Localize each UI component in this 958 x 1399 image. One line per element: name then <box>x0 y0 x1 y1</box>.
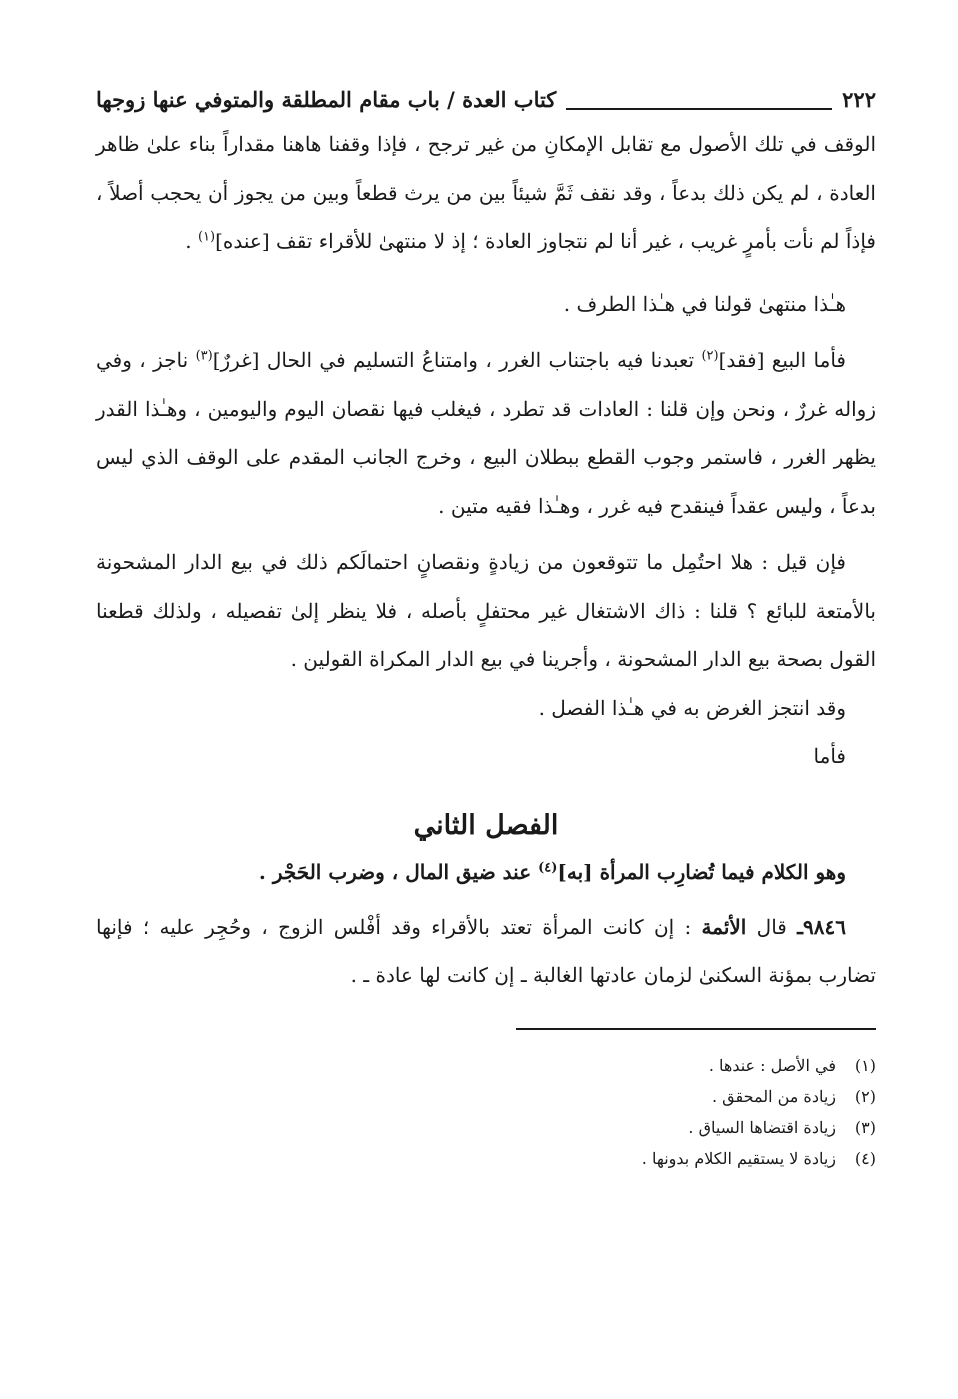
page-header <box>96 80 876 120</box>
footnote-ref-2: (٢) <box>701 348 719 364</box>
chapter-subtitle-text-b: عند ضيق المال ، وضرب الحَجْر . <box>258 859 539 884</box>
chapter-title: الفصل الثاني <box>413 809 559 841</box>
entry-number: ٩٨٤٦ـ <box>797 914 846 939</box>
footnote-ref-1: (١) <box>197 229 216 245</box>
footnote-ref-3: (٣) <box>195 348 213 364</box>
paragraph-2: هـٰذا منتهىٰ قولنا في هـٰذا الطرف . <box>563 291 846 316</box>
header-rule <box>566 107 832 110</box>
paragraph-3 <box>96 336 876 530</box>
footnote-number: (٣) <box>854 1117 876 1137</box>
paragraph-3-text-a: فأما البيع [فقد] <box>718 348 846 372</box>
footnote-text: زيادة من المحقق . <box>712 1086 836 1106</box>
running-title: كتاب العدة / باب مقام المطلقة والمتوفي عنها زوجها <box>96 87 557 112</box>
page-number: ٢٢٢ <box>842 87 876 112</box>
entry-paragraph <box>96 903 876 1000</box>
paragraph-3-text-b: تعبدنا فيه باجتناب الغرر ، وامتناعُ التسليم في الحال [غررٌ] <box>212 348 702 372</box>
footnote-4 <box>96 1143 876 1174</box>
entry-author: الأئمة <box>701 914 747 939</box>
footnote-number: (٢) <box>854 1086 876 1106</box>
paragraph-1-end: . <box>185 229 198 253</box>
book-page <box>96 80 876 1174</box>
footnotes <box>96 1050 876 1174</box>
footnote-text: في الأصل : عندها . <box>708 1055 836 1075</box>
paragraph-1 <box>96 120 876 266</box>
paragraph-5: وقد انتجز الغرض به في هـٰذا الفصل . <box>538 695 846 720</box>
paragraph-3-text-c: ناجز ، وفي زواله غررٌ ، ونحن وإن قلنا : العادات قد تطرد ، فيغلب فيها نقصان اليوم واليومين ، وهـٰذا القدر يظهر الغرر ، فاستمر وجوب القطع ببطلان البيع ، وخرج الجانب المقدم على الوقف الذي ليس بدعاً ، وليس عقداً فينقدح فيه غرر ، وهـٰذا فقيه متين . <box>96 348 876 518</box>
footnote-3 <box>96 1112 876 1143</box>
footnote-text: زيادة اقتضاها السياق . <box>688 1117 836 1137</box>
footnote-ref-4: (٤) <box>538 859 558 875</box>
footnote-1 <box>96 1050 876 1081</box>
chapter-subtitle <box>96 849 876 895</box>
paragraph-6: فأما <box>813 744 846 768</box>
paragraph-4: فإن قيل : هلا احتُمِل ما تتوقعون من زيادةٍ ونقصانٍ احتمالَكم ذلك في بيع الدار المشحونة بالأمتعة للبائع ؟ قلنا : ذاك الاشتغال غير محتفلٍ بأصله ، فلا ينظر إلىٰ تفصيله ، ولذلك قطعنا القول بصحة بيع الدار المشحونة ، وأجرينا في بيع الدار المكراة القولين . <box>96 550 876 671</box>
footnote-2 <box>96 1081 876 1112</box>
chapter-subtitle-text-a: وهو الكلام فيما تُضارِب المرأة [به] <box>557 859 846 884</box>
entry-lead: قال <box>746 914 798 939</box>
entry-text: : إن كانت المرأة تعتد بالأقراء وقد أفْلس الزوج ، وحُجِر عليه ؛ فإنها تضارب بمؤنة السكنىٰ لزمان عادتها الغالبة ـ إن كانت لها عادة ـ . <box>96 914 876 987</box>
paragraph-1-text: الوقف في تلك الأصول مع تقابل الإمكانِ من غير ترجح ، فإذا وقفنا هاهنا مقداراً بناء علىٰ ظاهر العادة ، لم يكن ذلك بدعاً ، وقد نقف ثَمَّ شيئاً بين من يرث قطعاً وبين من يجوز أن يحجب أصلاً ، فإذاً لم نأت بأمرٍ غريب ، غير أنا لم نتجاوز العادة ؛ إذ لا منتهىٰ للأقراء تقف [عنده] <box>96 132 876 253</box>
footnote-separator <box>516 1028 876 1030</box>
footnote-number: (٤) <box>854 1148 876 1168</box>
footnote-number: (١) <box>854 1055 876 1075</box>
footnote-text: زيادة لا يستقيم الكلام بدونها . <box>641 1148 836 1168</box>
